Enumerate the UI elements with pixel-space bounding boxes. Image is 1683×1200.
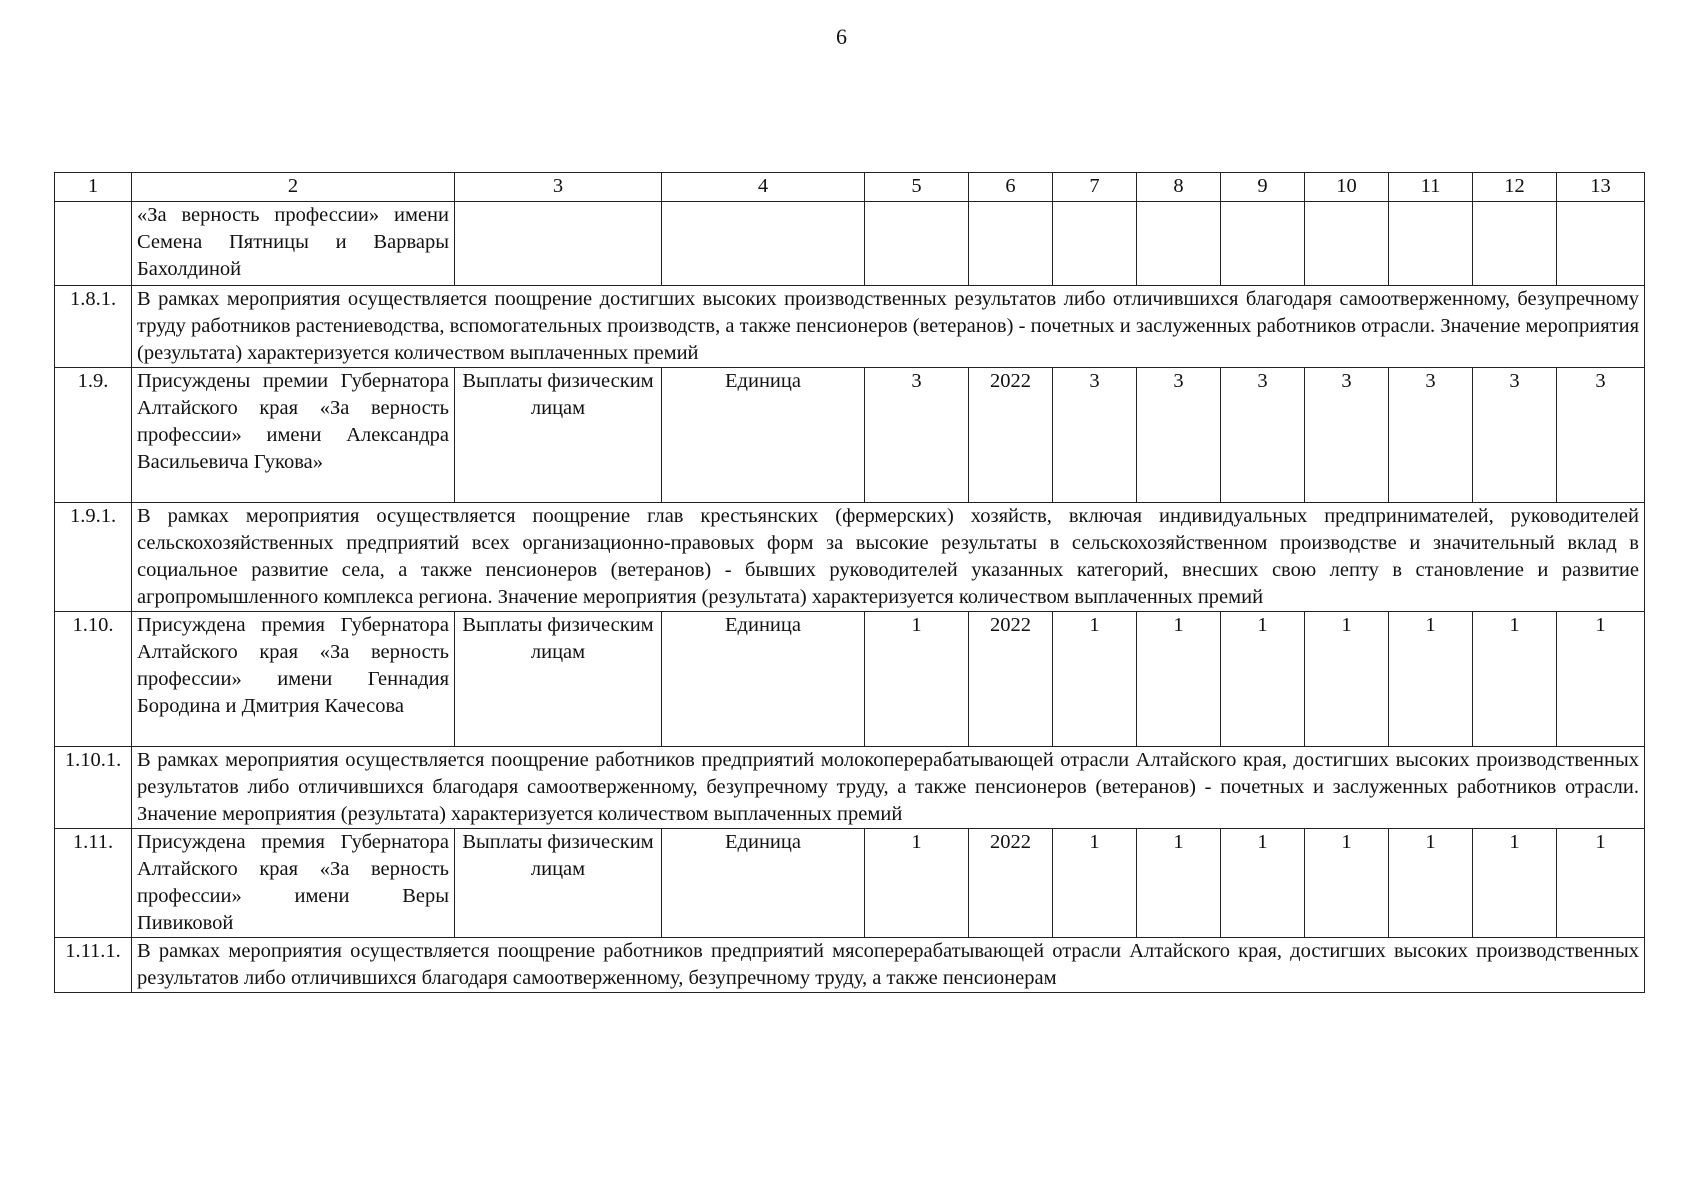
description-cell: В рамках мероприятия осуществляется поощрение глав крестьянских (фермерских) хозяйств, включая индивидуальных предпринимателей, руководителей сельскохозяйственных предприятий всех организационно-правовых форм за высокие результаты в сельскохозяйственном производстве и значительный вклад в социальное развитие села, а также пенсионеров (ветеранов) - бывших руководителей указанных категорий, внесших свою лепту в становление и развитие агропромышленного комплекса региона. Значение мероприятия (результата) характеризуется количеством выплаченных премий (132, 503, 1645, 612)
value-cell: 1 (1221, 829, 1305, 938)
indicator-type-cell: Выплаты физическим лицам (455, 612, 662, 747)
indicator-name-cell: «За верность профессии» имени Семена Пятницы и Варвары Бахолдиной (132, 202, 455, 286)
column-number-header: 3 (455, 173, 662, 202)
row-number-cell: 1.9. (55, 368, 132, 503)
row-number-cell (55, 202, 132, 286)
value-cell: 3 (1557, 368, 1645, 503)
value-cell: 3 (1053, 368, 1137, 503)
empty-cell (1557, 202, 1645, 286)
year-cell: 2022 (969, 368, 1053, 503)
value-cell: 3 (1473, 368, 1557, 503)
indicator-type-cell: Выплаты физическим лицам (455, 829, 662, 938)
empty-cell (1305, 202, 1389, 286)
value-cell: 1 (1137, 612, 1221, 747)
row-number-cell: 1.11.1. (55, 938, 132, 993)
unit-cell: Единица (662, 368, 865, 503)
value-cell: 1 (1053, 612, 1137, 747)
page-number: 6 (836, 24, 847, 49)
column-number-header: 6 (969, 173, 1053, 202)
value-cell: 1 (1473, 829, 1557, 938)
column-number-header: 10 (1305, 173, 1389, 202)
value-cell: 3 (1305, 368, 1389, 503)
value-cell: 3 (1389, 368, 1473, 503)
table-row-description (55, 747, 1645, 829)
column-number-header: 5 (865, 173, 969, 202)
indicator-type-cell: Выплаты физическим лицам (455, 368, 662, 503)
empty-cell (1053, 202, 1137, 286)
row-number-cell: 1.9.1. (55, 503, 132, 612)
empty-cell (455, 202, 662, 286)
row-number-cell: 1.10. (55, 612, 132, 747)
unit-cell: Единица (662, 612, 865, 747)
table-row-description (55, 286, 1645, 368)
empty-cell (1389, 202, 1473, 286)
column-number-header: 8 (1137, 173, 1221, 202)
value-cell: 1 (1473, 612, 1557, 747)
empty-cell (1221, 202, 1305, 286)
empty-cell (1473, 202, 1557, 286)
value-cell: 1 (1557, 612, 1645, 747)
indicators-table (54, 172, 1645, 993)
table-row-continuation (55, 202, 1645, 286)
description-cell: В рамках мероприятия осуществляется поощрение достигших высоких производственных результатов либо отличившихся благодаря самоотверженному, безупречному труду работников растениеводства, вспомогательных производств, а также пенсионеров (ветеранов) - почетных и заслуженных работников отрасли. Значение мероприятия (результата) характеризуется количеством выплаченных премий (132, 286, 1645, 368)
empty-cell (969, 202, 1053, 286)
value-cell: 1 (1053, 829, 1137, 938)
value-cell: 1 (1557, 829, 1645, 938)
column-number-header: 7 (1053, 173, 1137, 202)
column-number-header: 4 (662, 173, 865, 202)
empty-cell (1137, 202, 1221, 286)
column-number-header: 13 (1557, 173, 1645, 202)
table-row-description (55, 503, 1645, 612)
value-cell: 3 (865, 368, 969, 503)
row-number-cell: 1.10.1. (55, 747, 132, 829)
column-number-header: 12 (1473, 173, 1557, 202)
value-cell: 1 (865, 829, 969, 938)
value-cell: 1 (865, 612, 969, 747)
indicator-name-cell: Присуждена премия Губернатора Алтайского края «За верность профессии» имени Геннадия Бородина и Дмитрия Качесова (132, 612, 455, 747)
indicator-name-cell: Присуждены премии Губернатора Алтайского края «За верность профессии» имени Александра Васильевича Гукова» (132, 368, 455, 503)
value-cell: 3 (1137, 368, 1221, 503)
table-row-indicator (55, 829, 1645, 938)
unit-cell: Единица (662, 829, 865, 938)
value-cell: 1 (1305, 829, 1389, 938)
year-cell: 2022 (969, 612, 1053, 747)
empty-cell (662, 202, 865, 286)
column-number-header: 2 (132, 173, 455, 202)
description-cell: В рамках мероприятия осуществляется поощрение работников предприятий мясоперерабатывающей отрасли Алтайского края, достигших высоких производственных результатов либо отличившихся благодаря самоотверженному, безупречному труду, а также пенсионерам (132, 938, 1645, 993)
value-cell: 1 (1221, 612, 1305, 747)
value-cell: 3 (1221, 368, 1305, 503)
indicators-table-wrapper (54, 172, 1644, 993)
row-number-cell: 1.11. (55, 829, 132, 938)
value-cell: 1 (1389, 612, 1473, 747)
table-row-indicator (55, 368, 1645, 503)
row-number-cell: 1.8.1. (55, 286, 132, 368)
indicator-name-cell: Присуждена премия Губернатора Алтайского края «За верность профессии» имени Веры Пивиковой (132, 829, 455, 938)
description-cell: В рамках мероприятия осуществляется поощрение работников предприятий молокоперерабатывающей отрасли Алтайского края, достигших высоких производственных результатов либо отличившихся благодаря самоотверженному, безупречному труду, а также пенсионеров (ветеранов) - почетных и заслуженных работников отрасли. Значение мероприятия (результата) характеризуется количеством выплаченных премий (132, 747, 1645, 829)
value-cell: 1 (1305, 612, 1389, 747)
column-number-header: 11 (1389, 173, 1473, 202)
empty-cell (865, 202, 969, 286)
table-row-description (55, 938, 1645, 993)
column-number-header: 1 (55, 173, 132, 202)
value-cell: 1 (1137, 829, 1221, 938)
column-number-header-row (55, 173, 1645, 202)
value-cell: 1 (1389, 829, 1473, 938)
year-cell: 2022 (969, 829, 1053, 938)
column-number-header: 9 (1221, 173, 1305, 202)
table-row-indicator (55, 612, 1645, 747)
